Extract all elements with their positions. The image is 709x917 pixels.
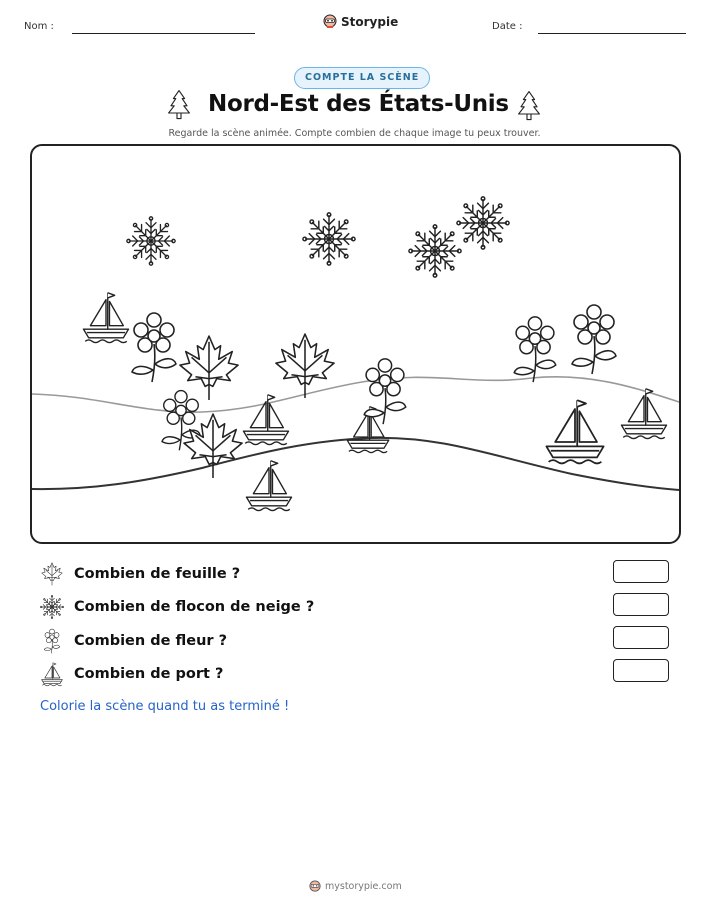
- name-label: Nom :: [24, 21, 54, 32]
- question-text: Combien de feuille ?: [74, 566, 241, 582]
- date-label: Date :: [492, 21, 523, 32]
- tree-icon: [516, 90, 542, 122]
- sailboat-icon: [40, 661, 64, 687]
- maple-leaf-2: [276, 334, 334, 398]
- question-row-snowflake: [40, 595, 314, 619]
- flower-5: [572, 305, 616, 374]
- snowflake-icon: [40, 595, 64, 619]
- question-text: Combien de fleur ?: [74, 633, 228, 649]
- name-field[interactable]: [72, 33, 255, 34]
- answer-box-snowflake[interactable]: [613, 593, 669, 616]
- brand-name: Storypie: [341, 14, 399, 29]
- boat-6: [246, 461, 291, 511]
- coloring-note: Colorie la scène quand tu as terminé !: [40, 699, 290, 714]
- maple-leaf-1: [180, 336, 238, 400]
- scene-illustration: [32, 146, 679, 542]
- maple-leaf-icon: [40, 562, 64, 586]
- snowflake-2: [303, 213, 355, 265]
- question-text: Combien de port ?: [74, 666, 224, 682]
- storypie-mascot-icon: [323, 14, 337, 29]
- page-title: Nord-Est des États-Unis: [208, 91, 509, 117]
- snowflake-3: [409, 225, 461, 277]
- footer: [309, 880, 402, 893]
- storypie-mascot-icon: [309, 880, 321, 893]
- page-subtitle: Regarde la scène animée. Compte combien de chaque image tu peux trouver.: [168, 128, 541, 139]
- boat-4: [546, 400, 603, 463]
- snowflake-1: [127, 217, 175, 265]
- flower-1: [132, 313, 176, 382]
- flower-4: [514, 317, 556, 382]
- snowflake-4: [457, 197, 509, 249]
- answer-box-boat[interactable]: [613, 659, 669, 682]
- back-hill-line: [32, 377, 679, 412]
- footer-url[interactable]: mystorypie.com: [325, 881, 402, 892]
- scene-frame: [30, 144, 681, 544]
- date-field[interactable]: [538, 33, 686, 34]
- boat-2: [243, 395, 288, 445]
- tree-icon: [166, 89, 192, 121]
- answer-box-flower[interactable]: [613, 626, 669, 649]
- question-row-boat: [40, 661, 223, 687]
- flower-3: [364, 359, 406, 424]
- flower-icon: [40, 628, 64, 654]
- question-row-flower: [40, 628, 227, 654]
- question-text: Combien de flocon de neige ?: [74, 599, 315, 615]
- question-row-leaf: [40, 562, 240, 586]
- answer-box-leaf[interactable]: [613, 560, 669, 583]
- boat-1: [83, 293, 128, 343]
- brand-logo: [323, 14, 398, 29]
- activity-badge: COMPTE LA SCÈNE: [294, 67, 430, 89]
